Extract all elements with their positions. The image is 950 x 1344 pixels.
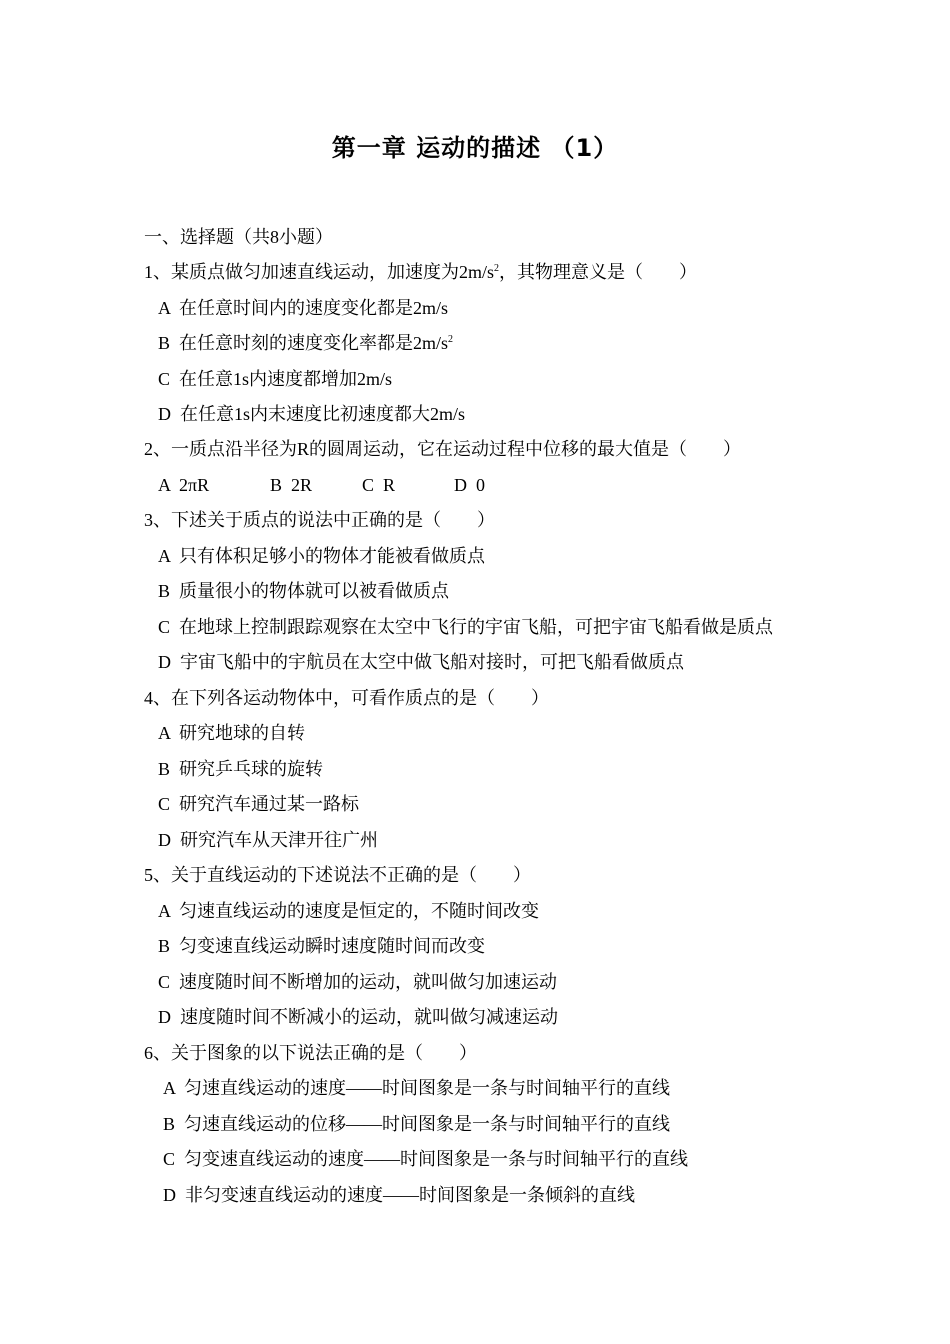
q2-option-c: C R (362, 475, 396, 495)
q4-option-b: B 研究乒乓球的旋转 (158, 759, 324, 779)
q3-option-b: B 质量很小的物体就可以被看做质点 (158, 581, 450, 601)
question-6-stem: 6、关于图象的以下说法正确的是（ ） (144, 1043, 477, 1063)
q1-stem-text: 1、某质点做匀加速直线运动，加速度为2m/s (144, 262, 495, 282)
q5-option-d: D 速度随时间不断减小的运动，就叫做匀减速运动 (158, 1007, 558, 1027)
question-5-stem: 5、关于直线运动的下述说法不正确的是（ ） (144, 865, 531, 885)
q1-option-b (158, 331, 453, 355)
q1-option-a: A 在任意时间内的速度变化都是2m/s (158, 298, 449, 318)
q3-option-c: C 在地球上控制跟踪观察在太空中飞行的宇宙飞船，可把宇宙飞船看做是质点 (158, 617, 774, 637)
q4-option-d: D 研究汽车从天津开往广州 (158, 830, 378, 850)
q1-option-b-superscript: 2 (448, 334, 454, 345)
q4-option-c: C 研究汽车通过某一路标 (158, 794, 360, 814)
q2-option-b: B 2R (270, 475, 313, 495)
page-title: 第一章 运动的描述 （1） (331, 134, 619, 162)
q2-option-a: A 2πR (158, 475, 210, 495)
q3-option-d: D 宇宙飞船中的宇航员在太空中做飞船对接时，可把飞船看做质点 (158, 652, 684, 672)
q3-option-a: A 只有体积足够小的物体才能被看做质点 (158, 546, 486, 566)
question-1-stem (144, 260, 697, 284)
q1-stem-text-end: ，其物理意义是（ ） (499, 262, 698, 282)
q6-option-b: B 匀速直线运动的位移——时间图象是一条与时间轴平行的直线 (163, 1114, 671, 1134)
q6-option-d: D 非匀变速直线运动的速度——时间图象是一条倾斜的直线 (163, 1185, 635, 1205)
q4-option-a: A 研究地球的自转 (158, 723, 306, 743)
q2-options-row (158, 473, 485, 497)
question-4-stem: 4、在下列各运动物体中，可看作质点的是（ ） (144, 688, 549, 708)
q5-option-b: B 匀变速直线运动瞬时速度随时间而改变 (158, 936, 486, 956)
q1-option-d: D 在任意1s内末速度比初速度都大2m/s (158, 404, 466, 424)
q2-option-d: D 0 (454, 475, 485, 495)
section-heading: 一、选择题（共8小题） (144, 227, 333, 247)
q1-option-c: C 在任意1s内速度都增加2m/s (158, 369, 393, 389)
question-2-stem: 2、一质点沿半径为R的圆周运动，它在运动过程中位移的最大值是（ ） (144, 439, 742, 459)
q6-option-c: C 匀变速直线运动的速度——时间图象是一条与时间轴平行的直线 (163, 1149, 689, 1169)
q5-option-a: A 匀速直线运动的速度是恒定的，不随时间改变 (158, 901, 540, 921)
q1-option-b-text: B 在任意时刻的速度变化率都是2m/s (158, 333, 449, 353)
q1-stem-superscript: 2 (494, 263, 500, 274)
q6-option-a: A 匀速直线运动的速度——时间图象是一条与时间轴平行的直线 (163, 1078, 671, 1098)
question-3-stem: 3、下述关于质点的说法中正确的是（ ） (144, 510, 495, 530)
q5-option-c: C 速度随时间不断增加的运动，就叫做匀加速运动 (158, 972, 558, 992)
